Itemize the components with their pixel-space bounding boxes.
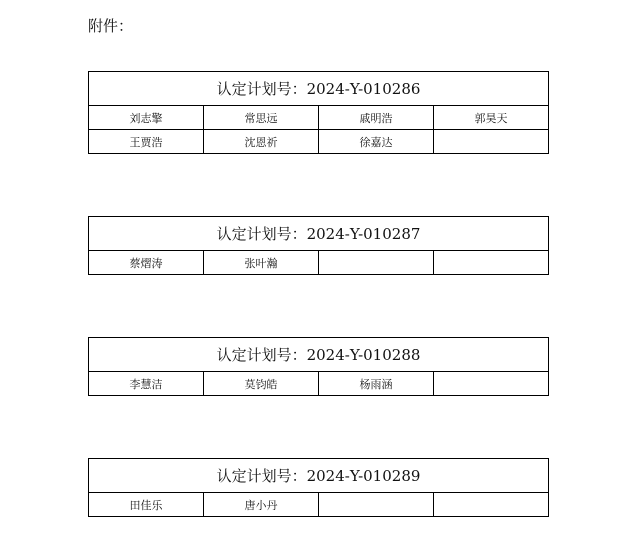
name-row <box>89 372 549 396</box>
name-cell: 李慧洁 <box>89 372 204 396</box>
plan-table-010286 <box>88 71 549 154</box>
name-cell: 戚明浩 <box>319 106 434 130</box>
name-cell: 徐嘉达 <box>319 130 434 154</box>
plan-table-010287 <box>88 216 549 275</box>
name-cell: 蔡熠涛 <box>89 251 204 275</box>
plan-number-title: 认定计划号：2024-Y-010287 <box>89 217 549 251</box>
plan-table-010289 <box>88 458 549 517</box>
name-cell: 唐小丹 <box>204 493 319 517</box>
name-cell: 张叶瀚 <box>204 251 319 275</box>
plan-number-title: 认定计划号：2024-Y-010288 <box>89 338 549 372</box>
name-cell: 莫钧皓 <box>204 372 319 396</box>
empty-cell <box>434 493 549 517</box>
name-cell: 田佳乐 <box>89 493 204 517</box>
plan-header-row <box>89 338 549 372</box>
empty-cell <box>319 493 434 517</box>
name-row <box>89 130 549 154</box>
name-cell: 王贾浩 <box>89 130 204 154</box>
empty-cell <box>434 130 549 154</box>
name-row <box>89 493 549 517</box>
plan-header-row <box>89 459 549 493</box>
name-row <box>89 251 549 275</box>
empty-cell <box>319 251 434 275</box>
name-row <box>89 106 549 130</box>
empty-cell <box>434 251 549 275</box>
attachment-label: 附件： <box>88 17 134 35</box>
name-cell: 杨雨涵 <box>319 372 434 396</box>
plan-header-row <box>89 72 549 106</box>
name-cell: 郭昊天 <box>434 106 549 130</box>
plan-number-title: 认定计划号：2024-Y-010286 <box>89 72 549 106</box>
name-cell: 刘志擎 <box>89 106 204 130</box>
plan-table-010288 <box>88 337 549 396</box>
name-cell: 沈恩祈 <box>204 130 319 154</box>
name-cell: 常思远 <box>204 106 319 130</box>
plan-number-title: 认定计划号：2024-Y-010289 <box>89 459 549 493</box>
plan-header-row <box>89 217 549 251</box>
empty-cell <box>434 372 549 396</box>
